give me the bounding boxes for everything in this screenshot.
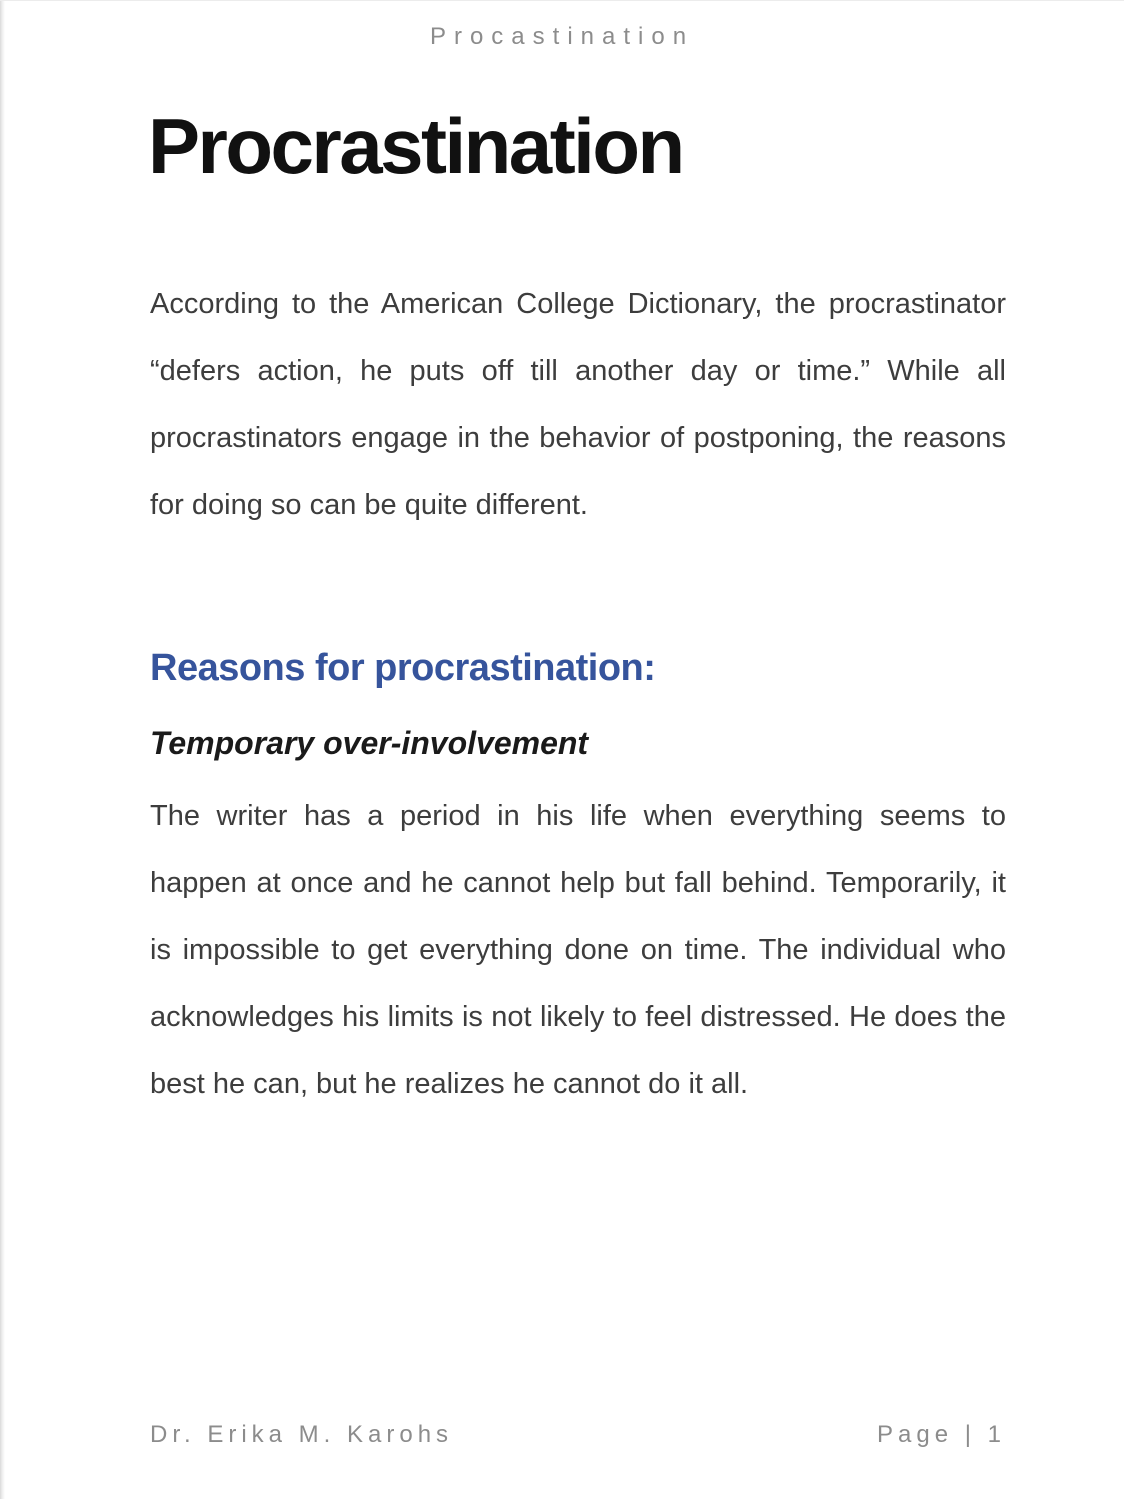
document-title: Procrastination: [148, 102, 683, 190]
section-subheading: Temporary over-involvement: [150, 725, 589, 761]
intro-paragraph: According to the American College Dictionary, the procrastinator “defers action, he puts off till another day or time.” While all procrastinators engage in the behavior of postponing, the reasons for doing so can be quite different.: [150, 288, 1006, 521]
page-footer: [150, 1421, 1006, 1449]
footer-page-number: Page | 1: [877, 1421, 1006, 1448]
footer-author: Dr. Erika M. Karohs: [150, 1421, 454, 1448]
section-heading: Reasons for procrastination:: [150, 647, 656, 689]
running-header: Procastination: [429, 23, 695, 50]
section-paragraph: The writer has a period in his life when everything seems to happen at once and he cannot help but fall behind. Temporarily, it is impossible to get everything done on time. The individual who acknowledges his limits is not likely to feel distressed. He does the best he can, but he realizes he cannot do it all.: [150, 800, 1006, 1100]
page-edge-shadow: [0, 1, 5, 1499]
